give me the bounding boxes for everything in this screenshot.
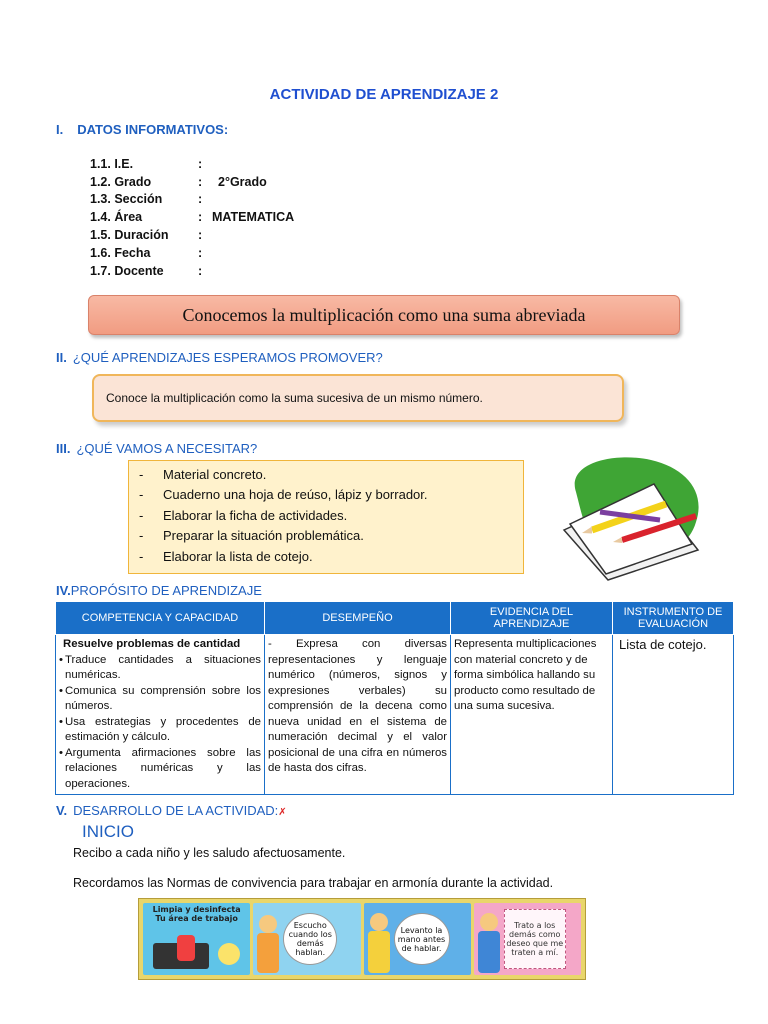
capacidad-item: • Usa estrategias y procedentes de estimación y cálculo. <box>59 715 261 746</box>
list-item: - Cuaderno una hoja de reúso, lápiz y borrador. <box>139 487 428 503</box>
purpose-table <box>55 601 734 795</box>
capacidad-text: Comunica su comprensión sobre los números. <box>65 684 261 712</box>
info-row-area: 1.4. Área : MATEMATICA <box>90 210 295 225</box>
info-row-grado: 1.2. Grado : 2°Grado <box>90 174 267 189</box>
section-desarrollo <box>56 803 287 818</box>
section-necesitar <box>56 441 257 456</box>
section-number: II. <box>56 350 67 365</box>
table-header: DESEMPEÑO <box>265 602 451 635</box>
paragraph-norms: Recordamos las Normas de convivencia para trabajar en armonía durante la actividad. <box>73 876 554 890</box>
cloth-shape <box>218 943 240 965</box>
norms-image-strip <box>138 898 586 980</box>
info-label: 1.6. Fecha <box>90 245 151 260</box>
table-header-row <box>56 602 734 635</box>
norm-card-text: Limpia y desinfecta Tu área de trabajo <box>152 905 241 923</box>
table-header: INSTRUMENTO DE EVALUACIÓN <box>613 602 734 635</box>
info-row-seccion: 1.3. Sección : <box>90 192 203 207</box>
page-title: ACTIVIDAD DE APRENDIZAJE 2 <box>269 86 499 103</box>
norm-card-clean <box>143 903 250 975</box>
info-value: MATEMATICA <box>212 210 295 225</box>
capacidad-item: • Traduce cantidades a situaciones numéricas. <box>59 653 261 684</box>
learning-goal-box: Conoce la multiplicación como la suma sucesiva de un mismo número. <box>92 374 624 422</box>
list-item: - Elaborar la ficha de actividades. <box>139 507 348 523</box>
marker-icon: ✗ <box>278 807 287 818</box>
section-number: I. <box>56 122 64 137</box>
list-item-text: Elaborar la lista de cotejo. <box>163 548 313 564</box>
list-item: - Preparar la situación problemática. <box>139 528 364 544</box>
competencia-title: Resuelve problemas de cantidad <box>63 638 241 650</box>
speech-bubble: Levanto la mano antes de hablar. <box>394 913 450 965</box>
table-row <box>56 635 734 795</box>
list-item-text: Cuaderno una hoja de reúso, lápiz y borrador. <box>163 487 428 503</box>
evidencia-text: Representa multiplicaciones con material concreto y de forma simbólica hallando su producto como resultado de una suma sucesiva. <box>454 638 597 712</box>
competencia-cell <box>56 635 265 795</box>
inicio-heading: INICIO <box>82 822 134 841</box>
capacidad-item: • Argumenta afirmaciones sobre las relaciones numéricas y las operaciones. <box>59 746 261 793</box>
child-body-shape <box>478 931 500 973</box>
info-label: 1.4. Área <box>90 210 143 225</box>
section-label: ¿QUÉ VAMOS A NECESITAR? <box>76 441 258 456</box>
norm-card-respect <box>474 903 581 975</box>
norm-card-raise-hand <box>364 903 471 975</box>
section-aprendizajes <box>56 350 383 365</box>
section-datos-informativos <box>56 122 228 137</box>
info-row-duracion: 1.5. Duración : <box>90 228 203 243</box>
child-head-shape <box>480 913 498 931</box>
info-label: 1.1. I.E. <box>90 156 134 171</box>
table-header: EVIDENCIA DEL APRENDIZAJE <box>451 602 613 635</box>
capacidad-text: Usa estrategias y procedentes de estimación y cálculo. <box>65 715 261 743</box>
info-label: 1.7. Docente <box>90 263 164 278</box>
paper-pencils-illustration <box>556 452 706 582</box>
info-row-docente: 1.7. Docente : <box>90 263 203 278</box>
child-body-shape <box>257 933 279 973</box>
norm-card-text: Trato a los demás como deseo que me traten a mí. <box>504 909 566 969</box>
desempeno-text: - Expresa con diversas representaciones y lenguaje numérico (números, signos y expresiones verbales) su comprensión de la decena como nueva unidad en el sistema de numeración decimal y el valor posicional de una cifra en números de hasta dos cifras. <box>268 638 447 774</box>
capacidad-text: Traduce cantidades a situaciones numéricas. <box>65 653 261 681</box>
info-row-fecha: 1.6. Fecha : <box>90 245 203 260</box>
instrumento-text: Lista de cotejo. <box>619 637 707 652</box>
instrumento-cell <box>613 635 734 795</box>
list-item: - Material concreto. <box>139 466 267 482</box>
spray-bottle-shape <box>177 935 195 961</box>
section-number: IV. <box>56 583 71 598</box>
info-value: 2°Grado <box>218 174 267 189</box>
child-head-shape <box>259 915 277 933</box>
section-label: PROPÓSITO DE APRENDIZAJE <box>70 583 262 598</box>
activity-title-banner: Conocemos la multiplicación como una suma abreviada <box>88 295 680 335</box>
desempeno-cell <box>265 635 451 795</box>
info-label: 1.2. Grado <box>90 174 152 189</box>
section-proposito <box>56 583 262 598</box>
info-label: 1.5. Duración <box>90 228 169 243</box>
paragraph-greeting: Recibo a cada niño y les saludo afectuosamente. <box>73 846 346 860</box>
section-label: DESARROLLO DE LA ACTIVIDAD: <box>73 803 279 818</box>
norm-card-listen <box>253 903 360 975</box>
section-number: V. <box>56 803 68 818</box>
child-head-shape <box>370 913 388 931</box>
section-number: III. <box>56 441 71 456</box>
list-item-text: Material concreto. <box>163 466 267 482</box>
capacidad-item: • Comunica su comprensión sobre los números. <box>59 684 261 715</box>
info-label: 1.3. Sección <box>90 192 163 207</box>
info-row-ie: 1.1. I.E. : <box>90 156 203 171</box>
child-body-shape <box>368 931 390 973</box>
speech-bubble: Escucho cuando los demás hablan. <box>283 913 337 965</box>
info-list <box>90 155 294 280</box>
section-label: ¿QUÉ APRENDIZAJES ESPERAMOS PROMOVER? <box>72 350 383 365</box>
materials-box <box>128 460 524 574</box>
list-item-text: Preparar la situación problemática. <box>163 528 364 544</box>
capacidad-text: Argumenta afirmaciones sobre las relaciones numéricas y las operaciones. <box>65 746 261 790</box>
evidencia-cell <box>451 635 613 795</box>
list-item: - Elaborar la lista de cotejo. <box>139 548 313 564</box>
section-label: DATOS INFORMATIVOS: <box>77 122 229 137</box>
table-header: COMPETENCIA Y CAPACIDAD <box>56 602 265 635</box>
list-item-text: Elaborar la ficha de actividades. <box>163 507 348 523</box>
